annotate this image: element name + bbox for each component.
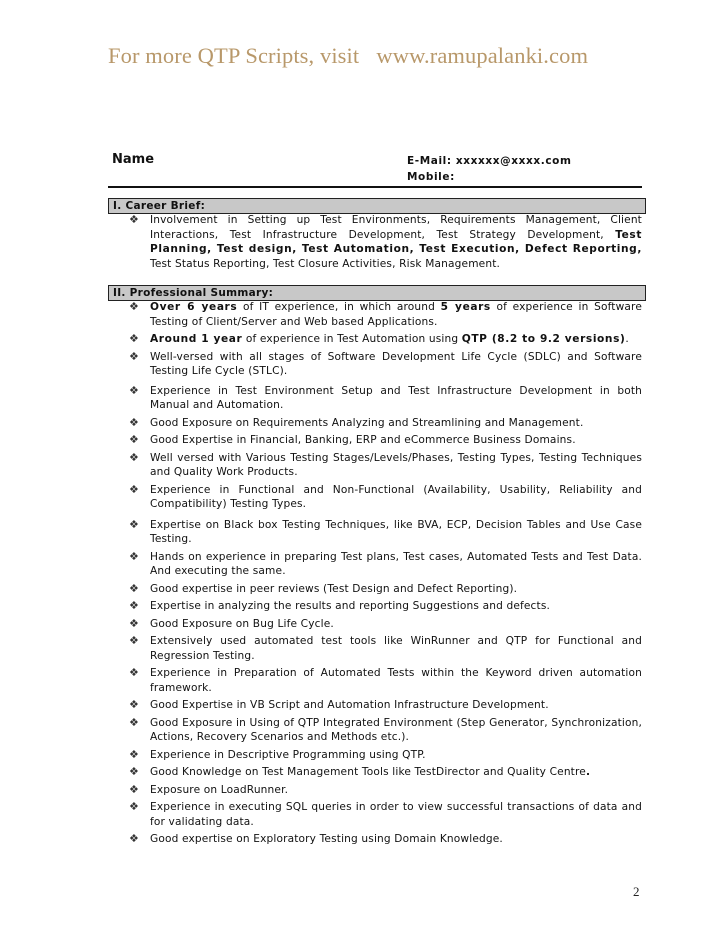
text: of IT experience, in which around xyxy=(237,301,441,313)
list-item xyxy=(128,765,642,780)
list-item xyxy=(128,384,642,413)
diamond-bullet-icon: ❖ xyxy=(129,517,140,531)
text: Good Exposure on Bug Life Cycle. xyxy=(150,617,334,630)
resume-header xyxy=(108,150,642,188)
diamond-bullet-icon: ❖ xyxy=(129,581,140,595)
professional-summary-list xyxy=(128,300,642,847)
diamond-bullet-icon: ❖ xyxy=(129,715,140,729)
text: Good expertise in peer reviews (Test Design and Defect Reporting). xyxy=(150,582,518,595)
page-number: 2 xyxy=(633,884,640,899)
text: Extensively used automated test tools like WinRunner and QTP for Functional and Regression Testing. xyxy=(150,635,642,662)
list-item xyxy=(128,783,642,798)
text: Good Expertise in VB Script and Automation Infrastructure Development. xyxy=(150,699,549,711)
list-item xyxy=(128,748,642,763)
list-item xyxy=(128,634,642,663)
diamond-bullet-icon: ❖ xyxy=(129,213,140,226)
list-item xyxy=(128,716,642,745)
diamond-bullet-icon: ❖ xyxy=(129,616,140,630)
list-item xyxy=(128,698,642,713)
diamond-bullet-icon: ❖ xyxy=(129,666,140,679)
list-item xyxy=(128,599,642,614)
bold-text: Around 1 year xyxy=(150,333,243,345)
text: . xyxy=(625,333,629,345)
list-item xyxy=(128,416,642,431)
diamond-bullet-icon: ❖ xyxy=(129,482,140,496)
section-heading-career-brief: I. Career Brief: xyxy=(108,198,646,214)
diamond-bullet-icon: ❖ xyxy=(129,383,140,397)
diamond-bullet-icon: ❖ xyxy=(129,450,140,464)
text: Good Expertise in Financial, Banking, ERP and eCommerce Business Domains. xyxy=(150,434,576,446)
text: Expertise in analyzing the results and reporting Suggestions and defects. xyxy=(150,600,551,612)
text: Good Exposure on Requirements Analyzing and Streamlining and Management. xyxy=(150,416,584,429)
list-item xyxy=(128,832,642,847)
text: Test Status Reporting, Test Closure Activities, Risk Management. xyxy=(150,257,501,270)
diamond-bullet-icon: ❖ xyxy=(129,300,140,313)
email-line: E-Mail: xxxxxx@xxxx.com xyxy=(407,155,572,167)
diamond-bullet-icon: ❖ xyxy=(129,782,140,796)
diamond-bullet-icon: ❖ xyxy=(129,765,140,778)
diamond-bullet-icon: ❖ xyxy=(129,747,140,761)
text: Involvement in Setting up Test Environments, Requirements Management, Client Interactions, Test Infrastructure Development, Test Strategy Development, xyxy=(150,214,642,241)
bold-text: 5 years xyxy=(440,301,491,313)
list-item xyxy=(128,451,642,480)
text: Well-versed with all stages of Software Development Life Cycle (SDLC) and Software Testing Life Cycle (STLC). xyxy=(150,350,642,377)
text: Experience in Preparation of Automated Tests within the Keyword driven automation framework. xyxy=(150,667,642,694)
text: of experience in Test Automation using xyxy=(242,333,462,345)
text: Experience in Descriptive Programming using QTP. xyxy=(150,748,426,761)
diamond-bullet-icon: ❖ xyxy=(129,634,140,647)
diamond-bullet-icon: ❖ xyxy=(129,349,140,363)
list-item xyxy=(128,617,642,632)
diamond-bullet-icon: ❖ xyxy=(129,800,140,813)
mobile-line: Mobile: xyxy=(407,171,455,183)
diamond-bullet-icon: ❖ xyxy=(129,415,140,429)
list-item xyxy=(128,213,642,271)
bold-text: QTP (8.2 to 9.2 versions) xyxy=(461,333,626,345)
text: of experience in Software Testing of Client/Server and Web based Applications. xyxy=(150,301,642,328)
list-item xyxy=(128,332,642,347)
list-item xyxy=(128,300,642,329)
list-item xyxy=(128,800,642,829)
text: Experience in Functional and Non-Functional (Availability, Usability, Reliability and Compatibility) Testing Types. xyxy=(150,483,642,510)
diamond-bullet-icon: ❖ xyxy=(129,433,140,446)
text: Exposure on LoadRunner. xyxy=(150,783,289,796)
text: Expertise on Black box Testing Techniques, like BVA, ECP, Decision Tables and Use Case Testing. xyxy=(150,518,642,545)
candidate-name: Name xyxy=(112,152,155,167)
contact-block xyxy=(407,153,572,185)
text: Experience in Test Environment Setup and Test Infrastructure Development in both Manual and Automation. xyxy=(150,384,642,411)
diamond-bullet-icon: ❖ xyxy=(129,832,140,845)
text: Good Knowledge on Test Management Tools like TestDirector and Quality Centre xyxy=(150,766,586,778)
list-item xyxy=(128,666,642,695)
diamond-bullet-icon: ❖ xyxy=(129,332,140,345)
text: Good expertise on Exploratory Testing using Domain Knowledge. xyxy=(150,833,503,845)
bold-text: Test Planning, Test design, Test Automation, Test Execution, Defect Reporting, xyxy=(150,228,642,255)
promo-banner: For more QTP Scripts, visit www.ramupalanki.com xyxy=(108,43,589,68)
text: Hands on experience in preparing Test plans, Test cases, Automated Tests and Test Data. And executing the same. xyxy=(150,550,642,577)
text: Well versed with Various Testing Stages/Levels/Phases, Testing Types, Testing Techniques and Quality Work Products. xyxy=(150,451,642,478)
section-heading-professional-summary: II. Professional Summary: xyxy=(108,285,646,301)
diamond-bullet-icon: ❖ xyxy=(129,549,140,563)
list-item xyxy=(128,350,642,379)
text: Experience in executing SQL queries in order to view successful transactions of data and for validating data. xyxy=(150,801,642,828)
list-item xyxy=(128,518,642,547)
diamond-bullet-icon: ❖ xyxy=(129,599,140,612)
list-item xyxy=(128,483,642,512)
bold-text: Over 6 years xyxy=(150,301,238,313)
bold-text: . xyxy=(585,766,591,778)
list-item xyxy=(128,550,642,579)
text: Good Exposure in Using of QTP Integrated Environment (Step Generator, Synchronization, Actions, Recovery Scenarios and Methods etc.). xyxy=(150,716,642,743)
list-item xyxy=(128,582,642,597)
list-item xyxy=(128,433,642,448)
career-brief-list xyxy=(128,213,642,271)
diamond-bullet-icon: ❖ xyxy=(129,698,140,711)
